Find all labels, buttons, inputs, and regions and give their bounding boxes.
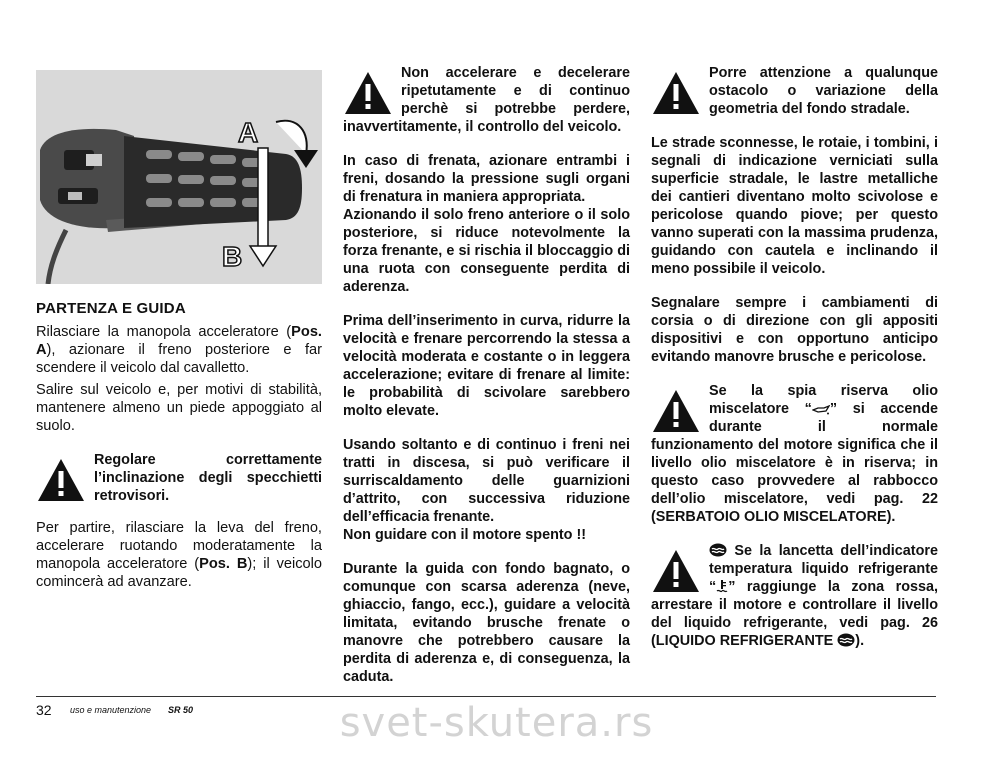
text-fragment: ” raggiunge la zona rossa, arrestare il motore e controllare il livello del liquido refrigerante, vedi pag. 26 (LIQUIDO REFRIGERANTE	[651, 579, 938, 649]
warning-triangle-icon	[343, 70, 393, 116]
text-fragment: Rilasciare la manopola acceleratore (	[36, 324, 292, 340]
watermark: svet-skutera.rs	[339, 700, 654, 746]
section-heading: PARTENZA E GUIDA	[36, 300, 186, 317]
pos-b-ref: Pos. B	[199, 556, 248, 572]
text-fragment: Per partire, rilasciare la leva del freno, accelerare ruotando moderatamente la manopola acceleratore (	[36, 520, 322, 572]
label-b: B	[222, 241, 243, 272]
page-number: 32	[36, 702, 52, 718]
text-fragment: Se la spia riserva olio miscelatore “	[709, 383, 938, 417]
throttle-grip-illustration	[36, 70, 322, 284]
paragraph-stability: Salire sul veicolo e, per motivi di stabilità, mantenere almeno un piede appoggiato al suolo.	[36, 382, 322, 434]
warning-triangle-icon	[651, 70, 701, 116]
text-fragment: ), azionare il freno posteriore e far scendere il veicolo dal cavalletto.	[36, 342, 322, 376]
warning-triangle-icon	[651, 548, 701, 594]
paragraph-single-brake: Azionando il solo freno anteriore o il solo posteriore, si riduce notevolmente la forza frenante, e si rischia il bloccaggio di una ruota con conseguente perdita di aderenza.	[343, 207, 630, 295]
paragraph-release-throttle	[36, 323, 322, 377]
paragraph-braking: In caso di frenata, azionare entrambi i freni, dosando la pressione sugli organi di frenatura in maniera appropriata.	[343, 153, 630, 205]
throttle-grip-figure	[36, 70, 322, 284]
text-fragment: Se la lancetta dell’indicatore temperatura liquido refrigerante “	[709, 543, 938, 595]
warning-mirrors	[36, 451, 322, 505]
text-fragment: ).	[855, 633, 865, 649]
coolant-icon	[709, 543, 727, 557]
text-fragment: ” si accende durante il normale funzionamento del motore significa che il livello olio miscelatore è in riserva; in questo caso provvedere al rabbocco dell’olio miscelatore, vedi pag. 22 (SERBATOIO OLIO MISCELATORE).	[651, 401, 938, 525]
text-fragment: ); il veicolo comincerà ad avanzare.	[36, 556, 323, 590]
warning-triangle-icon	[651, 388, 701, 434]
column-left	[36, 64, 322, 591]
column-right	[651, 64, 938, 650]
column-middle	[343, 64, 630, 686]
coolant-icon	[837, 633, 855, 647]
warning-coolant-temp	[651, 542, 938, 650]
paragraph-descent: Usando soltanto e di continuo i freni nei tratti in discesa, si può verificare il surriscaldamento delle guarnizioni d’attrito, con successiva riduzione dell’efficacia frenante.	[343, 437, 630, 525]
footer-manual-title: uso e manutenzione	[70, 705, 152, 715]
paragraph-curves: Prima dell’inserimento in curva, ridurre la velocità e frenare percorrendo la stessa a velocità moderata e costante o in leggera accelerazione; evitare di frenare al limite: le probabilità di scivolare sarebbero molto elevate.	[343, 313, 630, 419]
warning-obstacles-text: Porre attenzione a qualunque ostacolo o variazione della geometria del fondo stradale.	[709, 65, 938, 117]
warning-obstacles	[651, 64, 938, 118]
label-a: A	[238, 117, 259, 148]
oil-can-icon	[812, 405, 830, 415]
warning-mirrors-text: Regolare correttamente l’inclinazione degli specchietti retrovisori.	[94, 452, 322, 504]
paragraph-wet-road: Durante la guida con fondo bagnato, o comunque con scarsa aderenza (neve, ghiaccio, fango, ecc.), guidare a velocità limitata, evitando brusche frenate o manovre che potrebbero causare la perdita di aderenza e, di conseguenza, la caduta.	[343, 561, 630, 685]
warning-acceleration-text: Non accelerare e decelerare ripetutamente e di continuo perchè si potrebbe perdere, inavvertitamente, il controllo del veicolo.	[343, 65, 630, 135]
paragraph-start-riding	[36, 519, 322, 591]
paragraph-road-surface: Le strade sconnesse, le rotaie, i tombini, i segnali di indicazione verniciati sulla superficie stradale, le lastre metalliche dei cantieri diventano molto scivolose e pericolose quando piove; per questo vanno superati con la massima prudenza, guidando con cautela e inclinando il meno possibile il veicolo.	[651, 135, 938, 277]
paragraph-signal: Segnalare sempre i cambiamenti di corsia o di direzione con gli appositi dispositivi e con opportuno anticipo evitando manovre brusche e pericolose.	[651, 295, 938, 365]
footer-divider	[36, 696, 936, 697]
warning-triangle-icon	[36, 457, 86, 503]
footer-model: SR 50	[168, 705, 194, 715]
pos-a-ref: Pos. A	[36, 324, 322, 358]
paragraph-engine-off: Non guidare con il motore spento !!	[343, 527, 587, 543]
warning-acceleration	[343, 64, 630, 136]
thermometer-icon	[716, 579, 728, 593]
warning-oil-reserve	[651, 382, 938, 526]
